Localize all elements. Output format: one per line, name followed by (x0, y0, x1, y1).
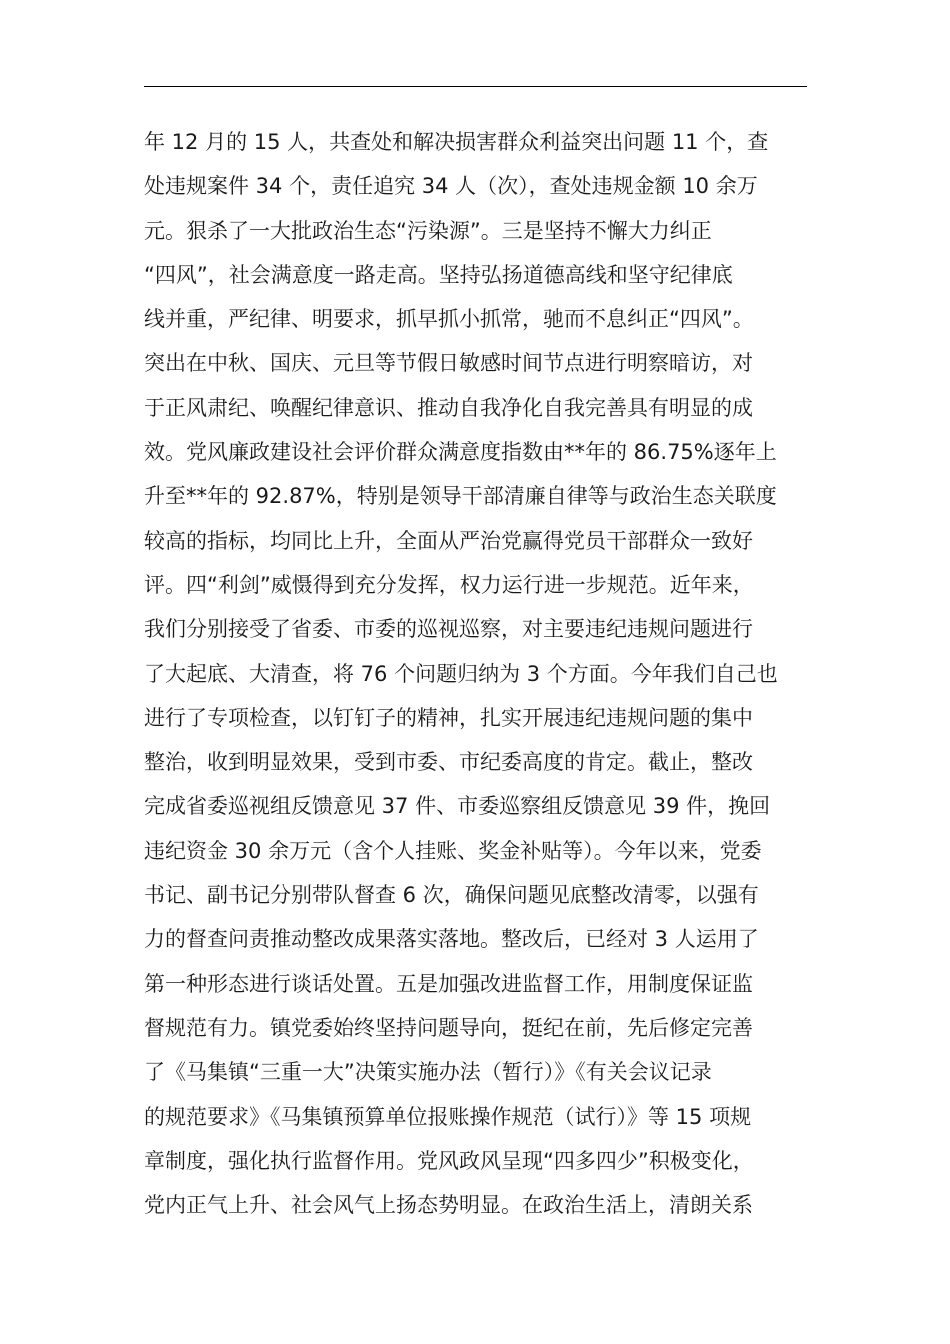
text-line-25: 党内正气上升、社会风气上扬态势明显。在政治生活上，清朗关系 (144, 1193, 753, 1218)
text-line-4: “四风”，社会满意度一路走高。坚持弘扬道德高线和坚守纪律底 (144, 262, 733, 287)
text-line-16: 完成省委巡视组反馈意见 37 件、市委巡察组反馈意见 39 件，挽回 (144, 794, 771, 819)
text-line-2: 处违规案件 34 个，责任追究 34 人（次），查处违规金额 10 余万 (144, 174, 758, 199)
header-rule (144, 86, 807, 87)
text-line-14: 进行了专项检查，以钉钉子的精神，扎实开展违纪违规问题的集中 (144, 705, 753, 730)
text-line-10: 较高的指标，均同比上升，全面从严治党赢得党员干部群众一致好 (144, 528, 753, 553)
text-line-3: 元。狠杀了一大批政治生态“污染源”。三是坚持不懈大力纠正 (144, 218, 712, 243)
text-line-19: 力的督查问责推动整改成果落实落地。整改后，已经对 3 人运用了 (144, 927, 759, 952)
text-line-12: 我们分别接受了省委、市委的巡视巡察，对主要违纪违规问题进行 (144, 617, 753, 642)
text-line-18: 书记、副书记分别带队督查 6 次，确保问题见底整改清零，以强有 (144, 883, 759, 908)
text-line-11: 评。四“利剑”威慑得到充分发挥，权力运行进一步规范。近年来， (144, 572, 754, 597)
text-line-20: 第一种形态进行谈话处置。五是加强改进监督工作，用制度保证监 (144, 971, 753, 996)
text-line-15: 整治，收到明显效果，受到市委、市纪委高度的肯定。截止，整改 (144, 750, 753, 775)
text-line-17: 违纪资金 30 余万元（含个人挂账、奖金补贴等）。今年以来，党委 (144, 838, 762, 863)
text-line-7: 于正风肃纪、唤醒纪律意识、推动自我净化自我完善具有明显的成 (144, 395, 753, 420)
text-line-6: 突出在中秋、国庆、元旦等节假日敏感时间节点进行明察暗访，对 (144, 351, 753, 376)
text-line-8: 效。党风廉政建设社会评价群众满意度指数由**年的 86.75%逐年上 (144, 440, 777, 465)
text-line-5: 线并重，严纪律、明要求，抓早抓小抓常，驰而不息纠正“四风”。 (144, 307, 754, 332)
text-line-1: 年 12 月的 15 人，共查处和解决损害群众利益突出问题 11 个，查 (144, 130, 769, 154)
text-line-9: 升至**年的 92.87%，特别是领导干部清廉自律等与政治生态关联度 (144, 484, 777, 509)
text-line-23: 的规范要求》《马集镇预算单位报账操作规范（试行）》等 15 项规 (144, 1104, 752, 1129)
text-line-21: 督规范有力。镇党委始终坚持问题导向，挺纪在前，先后修定完善 (144, 1015, 753, 1040)
text-line-24: 章制度，强化执行监督作用。党风政风呈现“四多四少”积极变化， (144, 1148, 754, 1173)
text-line-13: 了大起底、大清查，将 76 个问题归纳为 3 个方面。今年我们自己也 (144, 661, 778, 686)
text-line-22: 了《马集镇“三重一大”决策实施办法（暂行）》《有关会议记录 (144, 1060, 712, 1085)
body-paragraph (144, 120, 807, 1227)
